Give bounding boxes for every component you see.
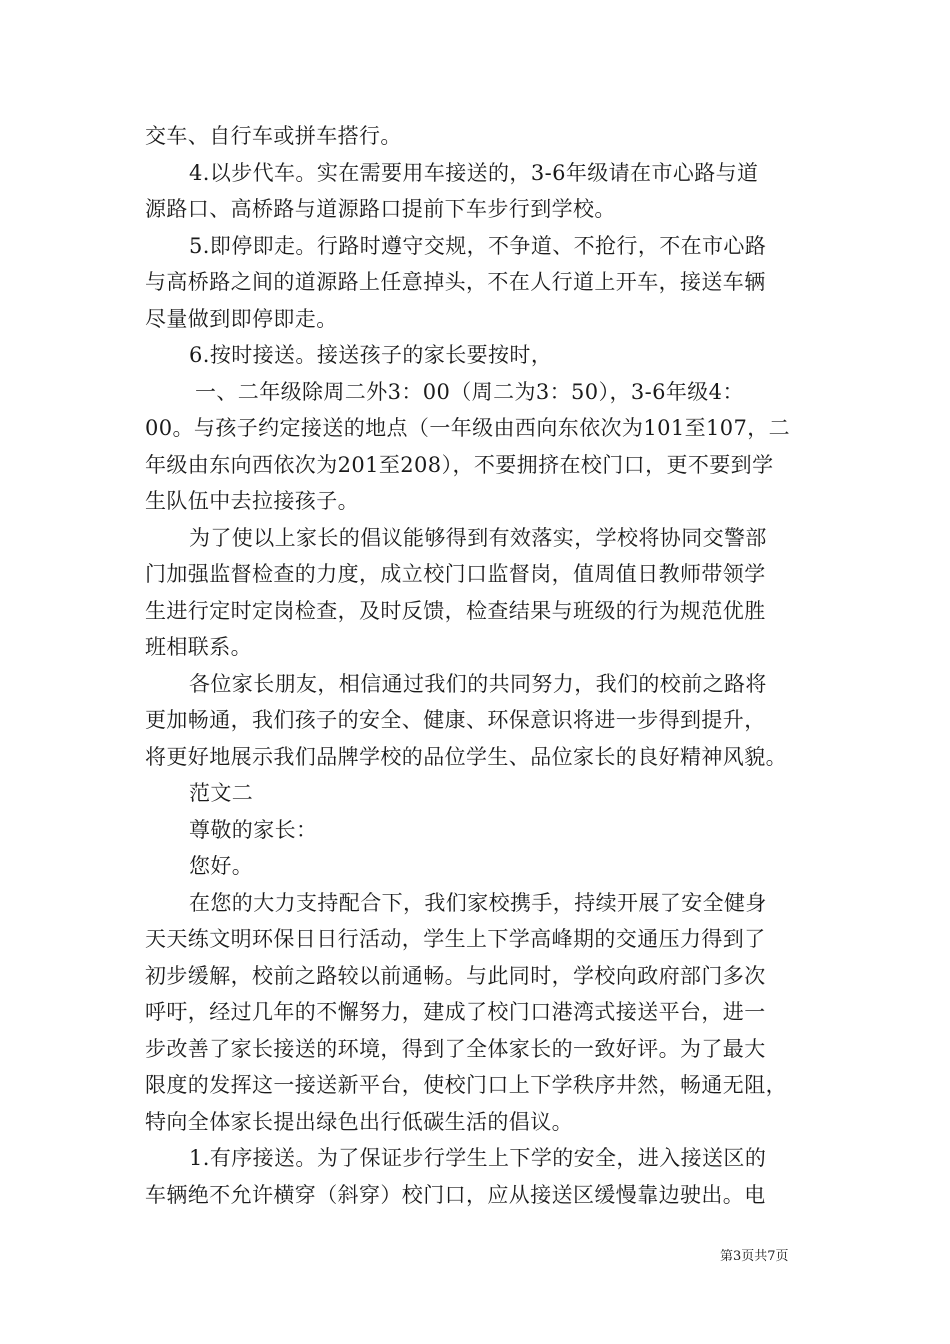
text-line: 源路口、高桥路与道源路口提前下车步行到学校。 bbox=[145, 197, 616, 221]
text-line: 将更好地展示我们品牌学校的品位学生、品位家长的良好精神风貌。 bbox=[145, 744, 787, 769]
text-line: 1.有序接送。为了保证步行学生上下学的安全，进入接送区的 bbox=[189, 1146, 767, 1170]
text-line: 初步缓解，校前之路较以前通畅。与此同时，学校向政府部门多次 bbox=[145, 963, 766, 988]
text-line: 呼吁，经过几年的不懈努力，建成了校门口港湾式接送平台，进一 bbox=[145, 1000, 766, 1024]
text-line: 特向全体家长提出绿色出行低碳生活的倡议。 bbox=[145, 1109, 573, 1134]
text-line: 一、二年级除周二外3：00（周二为3：50），3-6年级4： bbox=[195, 379, 744, 404]
text-line: 步改善了家长接送的环境，得到了全体家长的一致好评。为了最大 bbox=[145, 1036, 766, 1061]
text-line: 00。与孩子约定接送的地点（一年级由西向东依次为101至107，二 bbox=[145, 416, 791, 440]
greeting: 您好。 bbox=[189, 854, 254, 878]
document-body bbox=[145, 118, 810, 1213]
text-line: 各位家长朋友，相信通过我们的共同努力，我们的校前之路将 bbox=[189, 671, 767, 696]
text-line: 为了使以上家长的倡议能够得到有效落实，学校将协同交警部 bbox=[189, 525, 767, 550]
text-line: 在您的大力支持配合下，我们家校携手，持续开展了安全健身 bbox=[189, 890, 767, 915]
text-line: 生队伍中去拉接孩子。 bbox=[145, 489, 359, 513]
text-line: 生进行定时定岗检查，及时反馈，检查结果与班级的行为规范优胜 bbox=[145, 598, 766, 623]
text-line: 年级由东向西依次为201至208），不要拥挤在校门口，更不要到学 bbox=[145, 452, 774, 477]
text-line: 与高桥路之间的道源路上任意掉头，不在人行道上开车，接送车辆 bbox=[145, 270, 766, 294]
text-line: 班相联系。 bbox=[145, 635, 252, 659]
text-line: 更加畅通，我们孩子的安全、健康、环保意识将进一步得到提升， bbox=[145, 708, 766, 732]
text-line: 尽量做到即停即走。 bbox=[145, 306, 338, 331]
text-line: 4.以步代车。实在需要用车接送的，3-6年级请在市心路与道 bbox=[189, 160, 759, 185]
text-line: 天天练文明环保日日行活动，学生上下学高峰期的交通压力得到了 bbox=[145, 927, 766, 951]
text-line: 5.即停即走。行路时遵守交规，不争道、不抢行，不在市心路 bbox=[189, 233, 767, 258]
section-heading: 范文二 bbox=[189, 781, 254, 805]
text-line: 6.按时接送。接送孩子的家长要按时， bbox=[189, 343, 553, 367]
text-line: 车辆绝不允许横穿（斜穿）校门口，应从接送区缓慢靠边驶出。电 bbox=[145, 1182, 766, 1207]
text-line: 门加强监督检查的力度，成立校门口监督岗，值周值日教师带领学 bbox=[145, 562, 766, 586]
page-number: 第3页共7页 bbox=[720, 1249, 789, 1264]
text-line: 交车、自行车或拼车搭行。 bbox=[145, 124, 402, 148]
salutation: 尊敬的家长： bbox=[189, 817, 318, 842]
text-line: 限度的发挥这一接送新平台，使校门口上下学秩序井然，畅通无阻， bbox=[145, 1073, 787, 1097]
